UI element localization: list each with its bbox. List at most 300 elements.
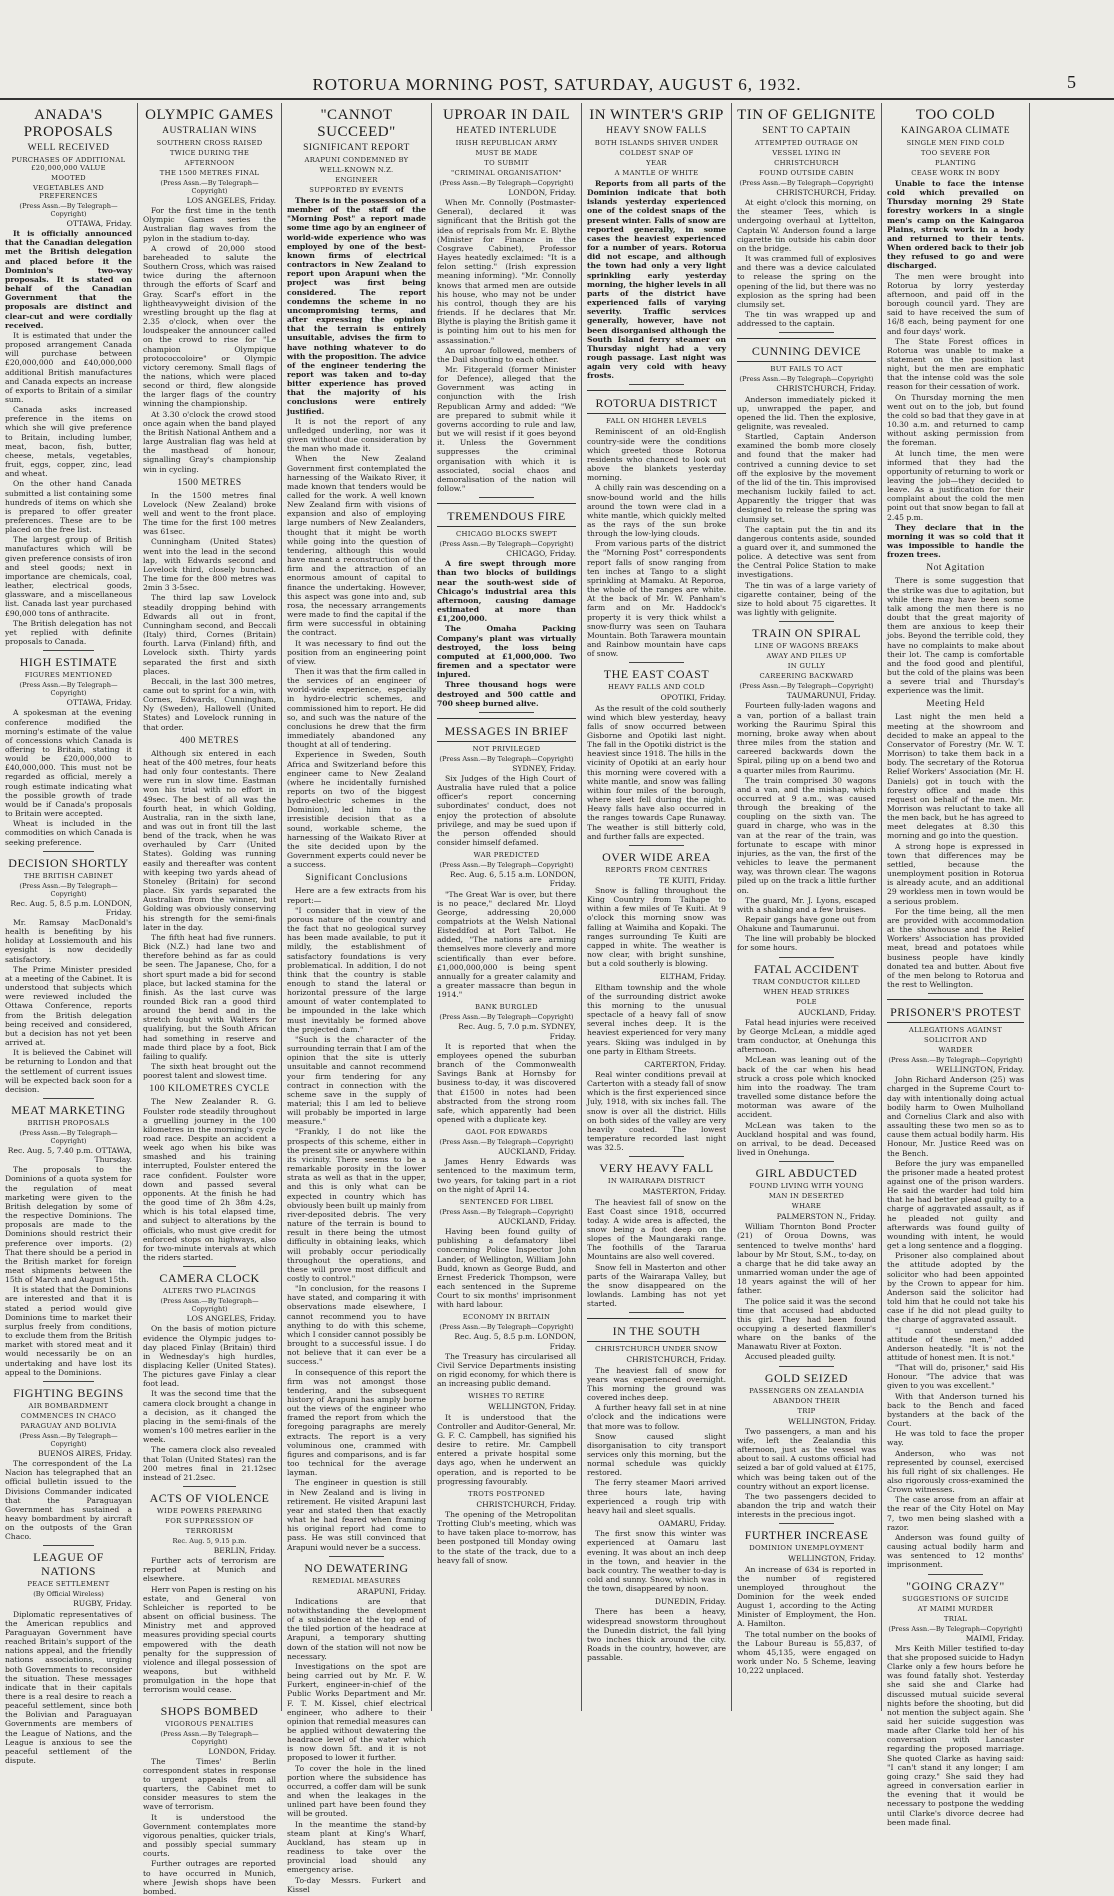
paragraph: Snow fell in Masterton and other parts of the Wairarapa Valley, but the snow disappeared on the lowlands. Lambing has not yet started.	[587, 1263, 726, 1309]
press-credit: (By Official Wireless)	[5, 1590, 132, 1598]
dateline: ELTHAM, Friday.	[587, 972, 726, 981]
paragraph: The tin was of a large variety of cigarette container, being of the size to hold about 75 cigarettes. It was lightly with gelignite.	[737, 581, 876, 618]
masthead-rule	[0, 98, 1114, 100]
paragraph: Snow is falling throughout the King Country from Taihape to within a few miles of Te Kuiti. At 9 o'clock this morning snow was falling at Waimiha and Kopaki. The ranges surrounding Te Kuiti are capped in white. The weather is now clear, with bright sunshine, but a cold southerly is blowing.	[587, 886, 726, 968]
paragraph: Cunningham (United States) went into the lead in the second lap, with Edwards second and Lovelock third, closely bunched. The time for the 800 metres was 2min 3 3-5sec.	[143, 537, 276, 592]
article	[587, 1060, 726, 1153]
paragraph: He was told to face the proper way.	[887, 1429, 1024, 1447]
paragraph: Wheat is included in the commodities on which Canada is seeking preference.	[5, 819, 132, 846]
paragraph: McLean was leaning out of the back of the car when his head struck a cross pole which knocked him into the roadway. The tram travelled some distance before the motorman was aware of the accident.	[737, 1055, 876, 1119]
article-divider	[479, 712, 535, 713]
article-headline: OVER WIDE AREA	[587, 850, 726, 864]
paragraph: With that Anderson turned his back to the Bench and faced bystanders at the back of the Court.	[887, 1392, 1024, 1429]
article-deck-line: PURCHASES OF ADDITIONAL £20,000,000 VALUE	[5, 156, 132, 172]
article	[737, 332, 876, 617]
article	[887, 107, 1024, 559]
dateline: SYDNEY, Friday.	[437, 764, 576, 773]
article	[143, 1699, 276, 1896]
paragraph: The men were brought into Rotorua by lorry yesterday afternoon, and paid off in the borough council yard. They are said to have received the sum of 16/8 each, being payment for one and four days' work.	[887, 272, 1024, 336]
article-divider	[779, 621, 835, 622]
article-deck-line: ALLEGATIONS AGAINST	[887, 1026, 1024, 1034]
paragraph: An uproar followed, members of the Dail shouting to each other.	[437, 346, 576, 364]
paragraph: James Henry Edwards was sentenced to the maximum term, two years, for taking part in a riot on the night of April 14.	[437, 1157, 576, 1194]
article-deck-line: SOUTHERN CROSS RAISED	[143, 139, 276, 147]
article-deck-line: BOTH ISLANDS SHIVER UNDER	[587, 139, 726, 147]
paragraph: Mr. Ramsay MacDonald's health is benefiting by his holiday at Lossiemouth and his eyesight is now decidedly satisfactory.	[5, 918, 132, 964]
article-headline: PRISONER'S PROTEST	[887, 1005, 1024, 1019]
press-credit: (Press Assn.—By Telegraph—Copyright)	[437, 1323, 576, 1331]
paragraph: The first snow this winter was experienced at Oamaru last evening. It was about an inch deep in the town, and heavier in the back country. The weather to-day is cold and sunny. Snow, which was in the town, disappeared by noon.	[587, 1529, 726, 1593]
article-divider	[779, 957, 835, 958]
paragraph: In the 1500 metres final Lovelock (New Zealand) broke well and went to the front place. The time for the first 100 metres was 61sec.	[143, 491, 276, 537]
article-deck-line: AFTERNOON	[143, 159, 276, 167]
dateline: MAIMI, Friday.	[887, 1634, 1024, 1643]
paragraph: It is understood that the Controller and Auditor-General, Mr. G. F. C. Campbell, has signified his desire to retire. Mr. Campbell entered a private hospital some days ago, when he underwent an operation, and is reported to be progressing favourably.	[437, 1413, 576, 1486]
article-divider	[183, 1266, 236, 1267]
article-divider	[183, 1699, 236, 1700]
article	[437, 851, 576, 999]
paragraph: There has been a heavy, widespread snowstorm throughout the Dunedin district, the fall lying two inches thick around the city. Roads in the country, however, are passable.	[587, 1607, 726, 1662]
article-headline: FURTHER INCREASE	[737, 1528, 876, 1542]
paragraph: Here are a few extracts from his report:—	[287, 886, 426, 904]
article	[287, 873, 426, 1551]
masthead-title: ROTORUA MORNING POST, SATURDAY, AUGUST 6, 1932.	[0, 75, 1114, 95]
article-subheadline: 400 METRES	[143, 736, 276, 747]
paragraph: On the basis of motion picture evidence the Olympic judges to-day placed Finlay (Britain) third in Wednesday's high hurdles, displacing Keller (United States). The pictures gave Finlay a clear foot lead.	[143, 1324, 276, 1388]
article-subheadline: SIGNIFICANT REPORT	[287, 143, 426, 154]
article	[437, 1313, 576, 1388]
article-headline: THE EAST COAST	[587, 667, 726, 681]
paragraph: When the New Zealand Government first contemplated the harnessing of the Waikato River, it made known that tenders would be called for the work. A well known New Zealand firm with visions of expansion and also of employing large numbers of New Zealanders, thought that it might be worth while going into the question of tendering, although this would have meant a reconstruction of the firm and the attraction of an enormous amount of capital to finance the undertaking. However, this aspect was gone into and, sub rosa, the necessary arrangements were made to find the capital if the firm were successful in obtaining the contract.	[287, 454, 426, 637]
article-headline: "CANNOT SUCCEED"	[287, 107, 426, 141]
paragraph: Six Judges of the High Court of Australia have ruled that a police officer's report concerning subordinates' conduct, does not enjoy the protection of absolute privilege, and may be sued upon if the person offended should consider himself defamed.	[437, 774, 576, 847]
article-subheadline: Significant Conclusions	[287, 873, 426, 884]
paragraph: The line will probably be blocked for some hours.	[737, 934, 876, 952]
paragraph: Investigations on the spot are being carried out by Mr. F. W. Furkert, engineer-in-chief of the Public Works Department and Mr. F. T. M. Kissel, chief electrical engineer, who adhere to their opinion that remedial measures can be applied without dewatering the headrace level of the water which is now down 5ft. and it is not proposed to lower it further.	[287, 1662, 426, 1763]
press-credit: (Press Assn.—By Telegraph—Copyright)	[737, 179, 876, 187]
paragraph: Last night the men held a meeting at the showroom and decided to make an appeal to the Conservator of Forestry (Mr. W. T. Morrison) to take them back in a body. The secretary of the Rotorua Relief Workers' Association (Mr. H. Daniels) got in touch with the forestry office and made this request on behalf of the men. Mr. Morrison was reluctant to take all the men back, but he has agreed to meet delegates at 8.30 this morning and go into the question.	[887, 712, 1024, 840]
boxed-headline	[737, 338, 876, 362]
article-divider	[779, 1523, 835, 1524]
boxed-headline	[437, 503, 576, 527]
paragraph: It was necessary to find out the position from an engineering point of view.	[287, 639, 426, 666]
paragraph: Fatal head injuries were received by George McLean, a middle aged tram conductor, at Onehunga this afternoon.	[737, 1018, 876, 1055]
article-deck-line: BUT FAILS TO ACT	[737, 365, 876, 373]
paragraph: The ferry steamer Maori arrived three hours late, having experienced a rough trip with heavy hail and sleet squalls.	[587, 1478, 726, 1515]
article-deck-line: A MANTLE OF WHITE	[587, 169, 726, 177]
dateline: Rec. Aug. 6, 5.15 a.m. LONDON, Friday.	[437, 870, 576, 888]
article	[887, 563, 1024, 695]
article-divider	[183, 1486, 236, 1487]
article-deck-line: POLE	[737, 998, 876, 1006]
article-deck-line: WELL-KNOWN N.Z.	[287, 166, 426, 174]
column-8	[1030, 103, 1114, 1711]
column-3	[282, 103, 432, 1711]
article-divider	[629, 1156, 685, 1157]
dateline: LONDON, Friday.	[437, 188, 576, 197]
article-deck-line: FALL ON HIGHER LEVELS	[587, 417, 726, 425]
article	[143, 1266, 276, 1482]
dateline: CHRISTCHURCH, Friday.	[587, 1355, 726, 1364]
article-deck-line: WAR PREDICTED	[437, 851, 576, 859]
article-divider	[629, 845, 685, 846]
article-headline: ANADA'S PROPOSALS	[5, 107, 132, 141]
article-deck-line: ENGINEER	[287, 176, 426, 184]
article-deck-line: PEACE SETTLEMENT	[5, 1580, 132, 1588]
paragraph: Further acts of terrorism are reported at Munich and elsewhere.	[143, 1556, 276, 1583]
paragraph: It is reported that when the employees opened the suburban branch of the Commonwealth Savings Bank at Hornsby for business to-day, it was discovered that £1500 in notes had been abstracted from the strong room safe, which apparently had been opened with a duplicate key.	[437, 1042, 576, 1124]
column-4	[432, 103, 582, 1711]
paragraph: A strong hope is expressed in town that differences may be settled, because the unemployment position in Rotorua is already acute, and an additional 29 workless men in town would be a serious problem.	[887, 842, 1024, 906]
paragraph: The heaviest fall of snow for years was experienced overnight. This morning the ground was covered inches deep.	[587, 1366, 726, 1403]
dateline: OTTAWA, Friday.	[5, 698, 132, 707]
article-deck-line: ALTERS TWO PLACINGS	[143, 1287, 276, 1295]
article-headline: ACTS OF VIOLENCE	[143, 1491, 276, 1505]
paragraph: Repair gangs have gone out from Ohakune and Taumarunui.	[737, 915, 876, 933]
paragraph: When Mr. Connolly (Postmaster-General), declared it was significant that the British got the idea of reprisals from Mr. E. Blythe (Minister for Finance in the Cosgrave Cabinet), Professor Hayes heatedly exclaimed: "It is a felon setting." (Irish expression meaning informing). "Mr. Connolly knows that armed men are outside his house, who may not be under his control, though they are his friends. If he declares that Mr. Blythe is playing the British game it is pointing him out to his men for assassination."	[437, 198, 576, 345]
paragraph: Having been found guilty of publishing a defamatory libel concerning Police Inspector John Lander, of Wellington, William John Budd, known as George Budd, and Ernest Frederick Thompson, were each sentenced in the Supreme Court to six months' imprisonment with hard labour.	[437, 1227, 576, 1309]
article-headline: MESSAGES IN BRIEF	[437, 724, 576, 738]
dateline: OPOTIKI, Friday.	[587, 693, 726, 702]
article	[737, 107, 876, 328]
paragraph: Before the jury was empanelled the prisoner made a heated protest against one of the prison warders. He said the warder had told him that he had better plead guilty to a charge of aggravated assault, as if he pleaded not guilty and afterwards was found guilty of wounding with intent, he would get a long sentence and a flogging.	[887, 1159, 1024, 1251]
paragraph: The camera clock also revealed that Tolan (United States) ran the 200 metres final in 21.12sec instead of 21.2sec.	[143, 1445, 276, 1482]
article-deck-line: COLDEST SNAP OF	[587, 149, 726, 157]
dateline: WELLINGTON, Friday.	[737, 1417, 876, 1426]
article-deck-line: FOUND OUTSIDE CABIN	[737, 169, 876, 177]
paragraph: Accused pleaded guilty.	[737, 1352, 876, 1361]
dateline: LOS ANGELES, Friday.	[143, 1314, 276, 1323]
paragraph: At lunch time, the men were informed that they had the opportunity of returning to work or leaving the job—they decided to leave. As a justification for their complaint about the cold the men point out that snow began to fall at 2.45 p.m.	[887, 449, 1024, 522]
paragraph: It is officially announced that the Canadian delegation met the British delegation and placed before it the Dominion's two-way proposals. It is stated on behalf of the Canadian Government that the proposals are distinct and clear-cut and were cordially received.	[5, 229, 132, 330]
dateline: RUGBY, Friday.	[5, 1599, 132, 1608]
dateline: OAMARU, Friday.	[587, 1519, 726, 1528]
dateline: CHICAGO, Friday.	[437, 549, 576, 558]
article	[587, 662, 726, 841]
article	[437, 1003, 576, 1124]
paragraph: From various parts of the district the "Morning Post" correspondents report falls of snow ranging from ten inches at Tango to a slight sprinkling at Mamaku. At Reporoa, the whole of the ranges are white. At the back of Mr. W. Panham's farm and on Mr. Haddock's property it is very thick whilst a snow-flurry was seen on Tauhara Mountain. Both Tarawera mountain and Rainbow mountain have caps of snow.	[587, 539, 726, 658]
paragraph: Unable to face the intense cold which prevailed on Thursday morning 29 State forestry workers in a single men's camp on the Kaingaroa Plains, struck work in a body and returned to their tents. When ordered back to their job they refused to go and were discharged.	[887, 179, 1024, 271]
article-deck-line: TO SUBMIT	[437, 159, 576, 167]
article-headline: MEAT MARKETING	[5, 1103, 132, 1117]
article-deck-line: IRISH REPUBLICAN ARMY	[437, 139, 576, 147]
article-deck-line: NOT PRIVILEGED	[437, 745, 576, 753]
paragraph: A crowd of 20,000 stood bareheaded to salute the Southern Cross, which was raised twice during the afternoon through the efforts of Scarf and Gray. Scarf's effort in the lightheavyweight division of the wrestling brought up the flag at 2.35 o'clock, when over the loudspeaker the announcer called on the crowd to rise for "Le champion Olympique protococcoloire" or Olympic victory ceremony. Small flags of the nations, which were placed second or third, flew alongside the larger flags of the country winning the championship.	[143, 244, 276, 409]
article-deck-line: FOUND LIVING WITH YOUNG	[737, 1182, 876, 1190]
article-deck-line: LINE OF WAGONS BREAKS	[737, 642, 876, 650]
article	[887, 993, 1024, 1569]
paragraph: The heaviest fall of snow on the East Coast since 1918, occurred today. A wide area is affected, the snow being a foot deep on the slopes of the Maungaraki range. The foothills of the Tararua Mountains are also well covered.	[587, 1198, 726, 1262]
paragraph: The British delegation has not yet replied with definite proposals to Canada.	[5, 619, 132, 646]
article-divider	[928, 993, 983, 994]
dateline: CHRISTCHURCH, Friday.	[737, 188, 876, 197]
dateline: CARTERTON, Friday.	[587, 1060, 726, 1069]
press-credit: (Press Assn.—By Telegraph—Copyright)	[5, 681, 132, 697]
article-headline: GOLD SEIZED	[737, 1371, 876, 1385]
article-divider	[629, 1312, 685, 1313]
article-deck-line: MUST BE MADE	[437, 149, 576, 157]
article	[587, 107, 726, 380]
press-credit: (Press Assn.—By Telegraph—Copyright)	[437, 755, 576, 763]
press-credit: (Press Assn.—By Telegraph—Copyright)	[5, 1129, 132, 1145]
paragraph: The largest group of British manufactures which will be given preference consists of iron and steel goods; next in importance are chemicals, coal, leather, electrical goods, glassware, and a miscellaneous list. Canada last year purchased £90,000 tons of anthracite.	[5, 535, 132, 617]
boxed-headline	[437, 718, 576, 742]
column-7	[882, 103, 1030, 1711]
dateline: OTTAWA, Friday.	[5, 219, 132, 228]
article-subheadline: 100 KILOMETRES CYCLE	[143, 1084, 276, 1095]
article-deck-line: DOMINION UNEMPLOYMENT	[737, 1544, 876, 1552]
article	[587, 1597, 726, 1662]
article-divider	[779, 1366, 835, 1367]
paragraph: Reminiscent of an old-English country-side were the conditions which greeted those Rotorua residents who chanced to look out above the blankets yesterday morning.	[587, 427, 726, 482]
article-deck-line: SENTENCED FOR LIBEL	[437, 1198, 576, 1206]
paragraph: Canada asks increased preference in the items on which she will give preference to Britain, including lumber, meat, bacon, fish, butter, cheese, metals, vegetables, fruit, eggs, copper, zinc, lead and wheat.	[5, 405, 132, 478]
dateline: WELLINGTON, Friday.	[437, 1402, 576, 1411]
article-deck-line: TRIP	[737, 1407, 876, 1415]
article-headline: TRAIN ON SPIRAL	[737, 626, 876, 640]
article-subheadline: SENT TO CAPTAIN	[737, 126, 876, 137]
dateline: Rec. Aug. 5, 7.40 p.m. OTTAWA, Thursday.	[5, 1146, 132, 1164]
press-credit: (Press Assn.—By Telegraph—Copyright)	[737, 375, 876, 383]
paragraph: "Frankly, I do not like the prospects of this scheme, either in the present site or anywhere within its vicinity. There seems to be a remarkable porosity in the lower strata as well as that in the upper, and this is only what can be expected in country which has obviously been built up mainly from river-deposited debris. The very nature of the terrain is bound to result in there being the utmost difficulty in obtaining leaks, which will probably occur periodically throughout the operations, and these will prove most difficult and costly to control."	[287, 1127, 426, 1283]
paragraph: To cover the hole in the lined portion where the subsidence has occurred, a coffer dam will be sunk and when the leakages in the unlined part have been found they will be grouted.	[287, 1764, 426, 1819]
press-credit: Rec. Aug. 5, 9.15 p.m.	[143, 1537, 276, 1545]
paragraph: The opening of the Metropolitan Trotting Club's meeting, which was to have taken place to-morrow, has been postponed till Monday owing to the state of the track, due to a heavy fall of snow.	[437, 1510, 576, 1565]
article	[887, 699, 1024, 989]
paragraph: William Thornton Bond Procter (21) of Oroua Downs, was sentenced to twelve months' hard labour by Mr Stout, S.M., to-day, on a charge that he did take away an unmarried woman under the age of 18 years against the will of her father.	[737, 1222, 876, 1295]
paragraph: A fire swept through more than two blocks of buildings near the south-west side of Chicago's industrial area this afternoon, causing damage estimated at more than £1,200,000.	[437, 559, 576, 623]
press-credit: (Press Assn.—By Telegraph—Copyright)	[143, 1297, 276, 1313]
paragraph: Reports from all parts of the Dominion indicate that both islands yesterday experienced one of the coldest snaps of the present winter. Falls of snow are reported generally, in some cases the heaviest experienced for a number of years. Rotorua did not escape, and although the town had only a very light sprinkling early yesterday morning, the higher levels in all parts of the district have experienced falls of varying severity. Traffic services generally, however, have not been disorganised although the South Island ferry steamer on Thursday night had a very rough passage. Last night was again very cold with heavy frosts.	[587, 179, 726, 380]
paragraph: To-day Messrs. Furkert and Kissel	[287, 1876, 426, 1894]
paragraph: "That will do, prisoner," said His Honour. "The advice that was given to you was excellent."	[887, 1363, 1024, 1390]
paragraph: The case arose from an affair at the rear of the City Hotel on May 7, two men being slashed with a razor.	[887, 1495, 1024, 1532]
paragraph: It is believed the Cabinet will be returning to London and that the settlement of current issues will be expected back soon for a decision.	[5, 1048, 132, 1094]
article	[737, 1366, 876, 1520]
article-deck-line: WARDER	[887, 1046, 1024, 1054]
column-1	[0, 103, 138, 1711]
paragraph: A chilly rain was descending on a snow-bound world and the hills around the town were clad in a white mantle, which quickly melted as the rays of the sun broke through the low-lying clouds.	[587, 483, 726, 538]
paragraph: Then it was that the firm called in the services of an engineer of world-wide experience, especially in hydro-electric schemes, and commissioned him to report. He did so, and such was the nature of the conclusions he drew that the firm immediately abandoned any thought at all of tendering.	[287, 667, 426, 749]
paragraph: It is stated that the Dominions are interested and that it is stated a period would give Dominions time to market their surplus freely from conditions, to exclude them from the British market with stored meat and it would necessarily be on an undertaking and have lost its appeal to the Dominions.	[5, 1285, 132, 1377]
dateline: WELLINGTON, Friday.	[737, 1554, 876, 1563]
article-deck-line: TRAM CONDUCTOR KILLED	[737, 978, 876, 986]
paragraph: On the other hand Canada submitted a list containing some hundreds of items on which she is prepared to offer greater preferences. These are to be placed on the free list.	[5, 479, 132, 534]
article-deck-line: ABANDON THEIR	[737, 1397, 876, 1405]
paragraph: McLean was taken to the Auckland hospital and was found, on arrival, to be dead. Deceased lived in Onehunga.	[737, 1121, 876, 1158]
article-divider	[43, 1545, 94, 1546]
paragraph: Mrs Keith Miller testified to-day that she proposed suicide to Hadyn Clarke only a few hours before he was found fatally shot. Yesterday she said she and Clarke had discussed mutual suicide several nights before the shooting, but did not mention the subject again. She said her suicide suggestion was made after Clarke told her of his conversation with Lancaster regarding the proposed marriage. She quoted Clarke as having said: "I can't stand it any longer; I am going crazy." She said they had agreed in conversation earlier in the evening that it would be necessary to postpone the wedding until Clarke's divorce decree had been made final.	[887, 1644, 1024, 1827]
article-deck-line: AWAY AND PILES UP	[737, 652, 876, 660]
dateline: WELLINGTON, Friday.	[887, 1065, 1024, 1074]
paragraph: In consequence of this report the firm was not amongst those tendering, and the subsequent history of Arapuni has amply borne out the views of the engineer who framed the report from which the foregoing paragraphs are merely extracts. The report is a very voluminous one, crammed with figures and comparisons, and is far too technical for the average layman.	[287, 1368, 426, 1478]
article-deck-line: ECONOMY IN BRITAIN	[437, 1313, 576, 1321]
paragraph: On Thursday morning the men went out on to the job, but found the cold so bad that they gave in at 10.30 a.m. and returned to camp without asking permission from the foreman.	[887, 393, 1024, 448]
column-5	[582, 103, 732, 1711]
article-deck-line: WISHES TO RETIRE	[437, 1392, 576, 1400]
article	[587, 845, 726, 969]
article-deck-line: ATTEMPTED OUTRAGE ON	[737, 139, 876, 147]
article-deck-line: COMMENCES IN CHACO	[5, 1412, 132, 1420]
dateline: CHRISTCHURCH, Friday.	[437, 1500, 576, 1509]
article-deck-line: BRITISH PROPOSALS	[5, 1119, 132, 1127]
article-deck-line: SOLICITOR AND	[887, 1036, 1024, 1044]
paragraph: Fourteen fully-laden wagons and a van, portion of a ballast train working the Raurimu Spiral this morning, broke away when about three miles from the station and careered backwards down the Spiral, piling up on a bend two and a quarter miles from Raurimu.	[737, 701, 876, 774]
article	[437, 1490, 576, 1565]
paragraph: For the first time in the tenth Olympic Games series the Australian flag waves from the pylon in the stadium to-day.	[143, 206, 276, 243]
paragraph: The correspondent of the La Nacion has telegraphed that an official bulletin issued to the Divisions Commander indicated that the Paraguayan Government has sustained a heavy bombardment by aircraft on the outposts of the Gran Chaco.	[5, 1459, 132, 1541]
press-credit: (Press Assn.—By Telegraph—Copyright)	[5, 1432, 132, 1448]
press-credit: (Press Assn.—By Telegraph—Copyright)	[5, 882, 132, 898]
article-deck-line: MAN IN DESERTED	[737, 1192, 876, 1200]
article	[287, 1556, 426, 1894]
article-deck-line: AIR BOMBARDMENT	[5, 1402, 132, 1410]
paragraph: It was crammed full of explosives and there was a device calculated to release the spring on the opening of the lid, but there was no explosion as the spring had been clumsily set.	[737, 254, 876, 309]
paragraph: The third lap saw Lovelock steadily dropping behind with Edwards all out in front, Cunningham second, and Beccali (Italy) third, Cornes (Britain) fourth. Larva (Finland) fifth, and Lovelock sixth. Thirty yards separated the first and sixth places.	[143, 593, 276, 675]
article-deck-line: FOR SUPPRESSION OF	[143, 1517, 276, 1525]
paragraph: Anderson immediately picked it up, unwrapped the paper, and opened the lid. Then the explosive, gelignite, was revealed.	[737, 395, 876, 432]
article	[437, 712, 576, 847]
paragraph: The New Zealander R. G. Foulster rode steadily throughout a gruelling journey in the 100 kilometres in the morning's cycle road race. Despite an accident a week ago when his bike was smashed and his training interrupted, Foulster entered the race confident. Foulster wore down and passed several opponents. At the finish he had the good time of 2h 38m 4.2s, which is his total elapsed time, and subject to alterations by the officials, who must give credit for enforced stops on highways, also for two-minute intervals at which the riders started.	[143, 1097, 276, 1262]
article	[143, 1084, 276, 1262]
article	[437, 497, 576, 708]
article	[437, 1198, 576, 1310]
dateline: Rec. Aug. 5, 7.0 p.m. SYDNEY, Friday.	[437, 1022, 576, 1040]
paragraph: The Treasury has circularised all Civil Service Departments insisting on rigid economy, for which there is an increasing public demand.	[437, 1352, 576, 1389]
article-divider	[43, 1098, 94, 1099]
article-deck-line: REPORTS FROM CENTRES	[587, 866, 726, 874]
article	[143, 107, 276, 474]
press-credit: (Press Assn.—By Telegraph—Copyright)	[437, 1013, 576, 1021]
article	[5, 1381, 132, 1542]
paragraph: Experience in Sweden, South Africa and Switzerland before this engineer came to New Zealand (where he incidentally furnished reports on two of the biggest hydro-electric schemes in the Dominion), led him to the irresistible decision that as a sound, workable scheme, the harnessing of the Waikato River at the site decided upon by the Government experts could never be a success.	[287, 750, 426, 869]
article-subheadline: KAINGAROA CLIMATE	[887, 126, 1024, 137]
article-deck-line: CHRISTCHURCH UNDER SNOW	[587, 1345, 726, 1353]
paragraph: In the meantime the stand-by steam plant at King's Wharf, Auckland, has steam up in readiness to take over the provincial load should any emergency arise.	[287, 1820, 426, 1875]
column-6	[732, 103, 882, 1711]
article	[5, 1545, 132, 1765]
paragraph: The guard, Mr. J. Lyons, escaped with a shaking and a few bruises.	[737, 896, 876, 914]
article	[287, 107, 426, 869]
paragraph: Mr. Fitzgerald (former Minister for Defence), alleged that the Government was acting in conjunction with the Irish Republican Army and added: "We are prepared to submit while it governs according to rule and law, but we will resist if it goes beyond it. Unless the Government suppresses the criminal organisation with which it is associated, social chaos and demoralisation of the nation will follow."	[437, 365, 576, 493]
article-divider	[43, 1381, 94, 1382]
article	[587, 384, 726, 658]
article-deck-line: CHRISTCHURCH	[737, 159, 876, 167]
paragraph: The State Forest offices in Rotorua was unable to make a statement on the position last night, but the men are emphatic that the intense cold was the sole reason for their cessation of work.	[887, 337, 1024, 392]
paragraph: Beccali, in the last 300 metres, came out to sprint for a win, with Cornes, Edwards, Cunningham, Ny (Sweden), Hallowell (United States) and Lovelock running in that order.	[143, 677, 276, 732]
article-deck-line: REMEDIAL MEASURES	[287, 1577, 426, 1585]
article-headline: IN THE SOUTH	[587, 1324, 726, 1338]
article-subheadline: Not Agitation	[887, 563, 1024, 574]
article	[437, 107, 576, 493]
dateline: TAUMARUNUI, Friday.	[737, 691, 876, 700]
newspaper-columns	[0, 103, 1114, 1711]
paragraph: "I consider that in view of the porous nature of the country and the fact that no geological survey has been made available, to put it mildly, the establishment of satisfactory foundations is very problematical. In addition, I do not think that the country is stable enough to stand the lateral or horizontal pressure of the large amount of water contemplated to be impounded in the lake which must inevitably be formed above the projected dam."	[287, 906, 426, 1034]
dateline: DUNEDIN, Friday.	[587, 1597, 726, 1606]
article	[737, 957, 876, 1158]
article-deck-line: WHARE	[737, 1202, 876, 1210]
paragraph: Indications are that notwithstanding the development of a subsidence at the top end of the tiled portion of the headrace at Arapuni, a temporary shutting down of the station will not now be necessary.	[287, 1597, 426, 1661]
paragraph: Eltham township and the whole of the surrounding district awoke this morning to the unusual spectacle of a heavy fall of snow several inches deep. It is the heaviest experienced for very many years. Skiing was indulged in by one party in Eltham Streets.	[587, 983, 726, 1056]
article-headline: UPROAR IN DAIL	[437, 107, 576, 124]
dateline: AUCKLAND, Friday.	[437, 1147, 576, 1156]
press-credit: (Press Assn.—By Telegraph—Copyright)	[887, 1625, 1024, 1633]
article-deck-line: SUPPORTED BY EVENTS	[287, 186, 426, 194]
paragraph: Diplomatic representatives of the American republics and Paraguayan Government have reached Britain's support of the nations appeal, and the friendly nations associations, urging both Governments to reconsider the situation. These messages indicate that in their capitals there is a real desire to reach a peaceful settlement, since both the Bolivian and Paraguayan Governments are members of the League of Nations, and the League is anxious to see the peaceful settlement of the dispute.	[5, 1610, 132, 1766]
paragraph: A further heavy fall set in at nine o'clock and the indications were that more was to follow.	[587, 1403, 726, 1430]
paragraph: The two passengers decided to abandon the trip and watch their interests in the precious ingot.	[737, 1492, 876, 1519]
paragraph: Herr von Papen is resting on his estate, and General von Schleicher is reported to be absent on official business. The Ministry met and approved measures providing special courts empowered with the death penalty for the suppression of violence and illegal possession of weapons, but withheld promulgation in the hope that terrorism would cease.	[143, 1585, 276, 1695]
article-deck-line: IN GULLY	[737, 662, 876, 670]
paragraph: Two passengers, a man and his wife, left the Zealandia this afternoon, just as the vessel was about to sail. A customs official had seized a bar of gold valued at £175, which was being taken out of the country without an export license.	[737, 1427, 876, 1491]
article-deck-line: AT MAIMI MURDER	[887, 1605, 1024, 1613]
boxed-headline	[587, 1318, 726, 1342]
article	[437, 1392, 576, 1485]
paragraph: Although six entered in each heat of the 400 metres, four heats had only four contestants. There were run in slow time. Eastman won his trial with no effort in 49sec. The best of all was the fourth heat, in which Golding, Australia, ran in the sixth lane, and was out in front till the last bend of the track, when he was overhauled by Carr (United States). Golding was running easily and thereafter was content with keeping two yards ahead of Stoneley (Britain) for second place. Six yards separated the Australian from the winner, but Golding was obviously conserving his strength for the semi-finals later in the day.	[143, 749, 276, 932]
article-subheadline: WELL RECEIVED	[5, 143, 132, 154]
article-deck-line: WIDE POWERS PREPARING	[143, 1507, 276, 1515]
article-deck-line: HEAVY FALLS AND COLD	[587, 683, 726, 691]
paragraph: The Prime Minister presided at a meeting of the Cabinet. It is understood that subjects which were reviewed included the Ottawa Conference, reports from the British delegation being received and considered, but a decision has not yet been arrived at.	[5, 965, 132, 1047]
article-headline: GIRL ABDUCTED	[737, 1166, 876, 1180]
article	[5, 107, 132, 646]
press-credit: (Press Assn.—By Telegraph—Copyright)	[437, 540, 576, 548]
article-deck-line: YEAR	[587, 159, 726, 167]
article-deck-line: MOOTED	[5, 174, 132, 182]
article-headline: TIN OF GELIGNITE	[737, 107, 876, 124]
article-headline: FIGHTING BEGINS	[5, 1386, 132, 1400]
article-deck-line: "CRIMINAL ORGANISATION"	[437, 169, 576, 177]
dateline: ARAPUNI, Friday.	[287, 1587, 426, 1596]
paragraph: It was the second time that the camera clock brought a change in a decision, as it changed the placing in the semi-finals of the women's 100 metres earlier in the week.	[143, 1389, 276, 1444]
article-divider	[329, 1556, 385, 1557]
article-deck-line: PASSENGERS ON ZEALANDIA	[737, 1387, 876, 1395]
article	[5, 650, 132, 847]
article-divider	[629, 662, 685, 663]
press-credit: (Press Assn.—By Telegraph—Copyright)	[437, 1138, 576, 1146]
paragraph: It is estimated that under the proposed arrangement Canada will purchase between £20,000,000 and £40,000,000 additional British manufactures and Canada expects an increase of exports to Britain of a similar sum.	[5, 331, 132, 404]
masthead	[0, 0, 1114, 86]
article	[143, 478, 276, 732]
paragraph: The police said it was the second time that accused had abducted this girl. They had been found occupying a deserted flaxmiller's whare on the banks of the Manawatu River at Foxton.	[737, 1297, 876, 1352]
paragraph: Snow caused slight disorganisation to city transport services only this morning, but the normal schedule was quickly restored.	[587, 1432, 726, 1478]
paragraph: Anderson, who was not represented by counsel, exercised his full right of six challenges. He also rigorously cross-examined the Crown witnesses.	[887, 1449, 1024, 1495]
article-headline: TOO COLD	[887, 107, 1024, 124]
article-deck-line: VESSEL LYING IN	[737, 149, 876, 157]
article-divider	[928, 1574, 983, 1575]
article-subheadline: AUSTRALIAN WINS	[143, 126, 276, 137]
article-divider	[779, 332, 835, 333]
paragraph: At 3.30 o'clock the crowd stood once again when the band played the British National Anthem and a large Australian flag was held at the masthead of honour, signalling Gray's championship win in cycling.	[143, 410, 276, 474]
paragraph: As the result of the cold southerly wind which blew yesterday, heavy falls of snow occurred between Gisborne and Opotiki last night. The fall in the Opotiki district is the heaviest since 1918. The hills in the vicinity of Opotiki at an early hour this morning were covered with a white mantle, and snow was falling within four miles of the borough, where sleet fell during the night. Heavy falls have also occurred in the ranges towards Cape Runaway. The weather is still bitterly cold, and further falls are expected.	[587, 704, 726, 841]
article	[143, 1486, 276, 1695]
article-headline: VERY HEAVY FALL	[587, 1161, 726, 1175]
paragraph: The total number on the books of the Labour Bureau is 55,837, of whom 45,135, were engaged on work under No. 5 Scheme, leaving 10,222 unplaced.	[737, 1630, 876, 1676]
paragraph: Prisoner also complained about the attitude adopted by the solicitor who had been appointed by the Crown to appear for him. Anderson said the solicitor had told him that he could not take his case if he did not plead guilty to the charge of aggravated assault.	[887, 1251, 1024, 1324]
dateline: CHRISTCHURCH, Friday.	[737, 384, 876, 393]
article	[437, 1128, 576, 1194]
dateline: BUENOS AIRES, Friday.	[5, 1449, 132, 1458]
press-credit: (Press Assn.—By Telegraph—Copyright)	[437, 861, 576, 869]
article	[587, 1156, 726, 1308]
article-deck-line: TWICE DURING THE	[143, 149, 276, 157]
article-headline: TREMENDOUS FIRE	[437, 509, 576, 523]
press-credit: (Press Assn.—By Telegraph—Copyright)	[887, 1056, 1024, 1064]
article	[5, 851, 132, 1094]
paragraph: The Times' Berlin correspondent states in response to urgent appeals from all quarters, the Cabinet met to consider measures to stem the wave of terrorism.	[143, 1757, 276, 1812]
article-subheadline: Meeting Held	[887, 699, 1024, 710]
article-headline: OLYMPIC GAMES	[143, 107, 276, 124]
